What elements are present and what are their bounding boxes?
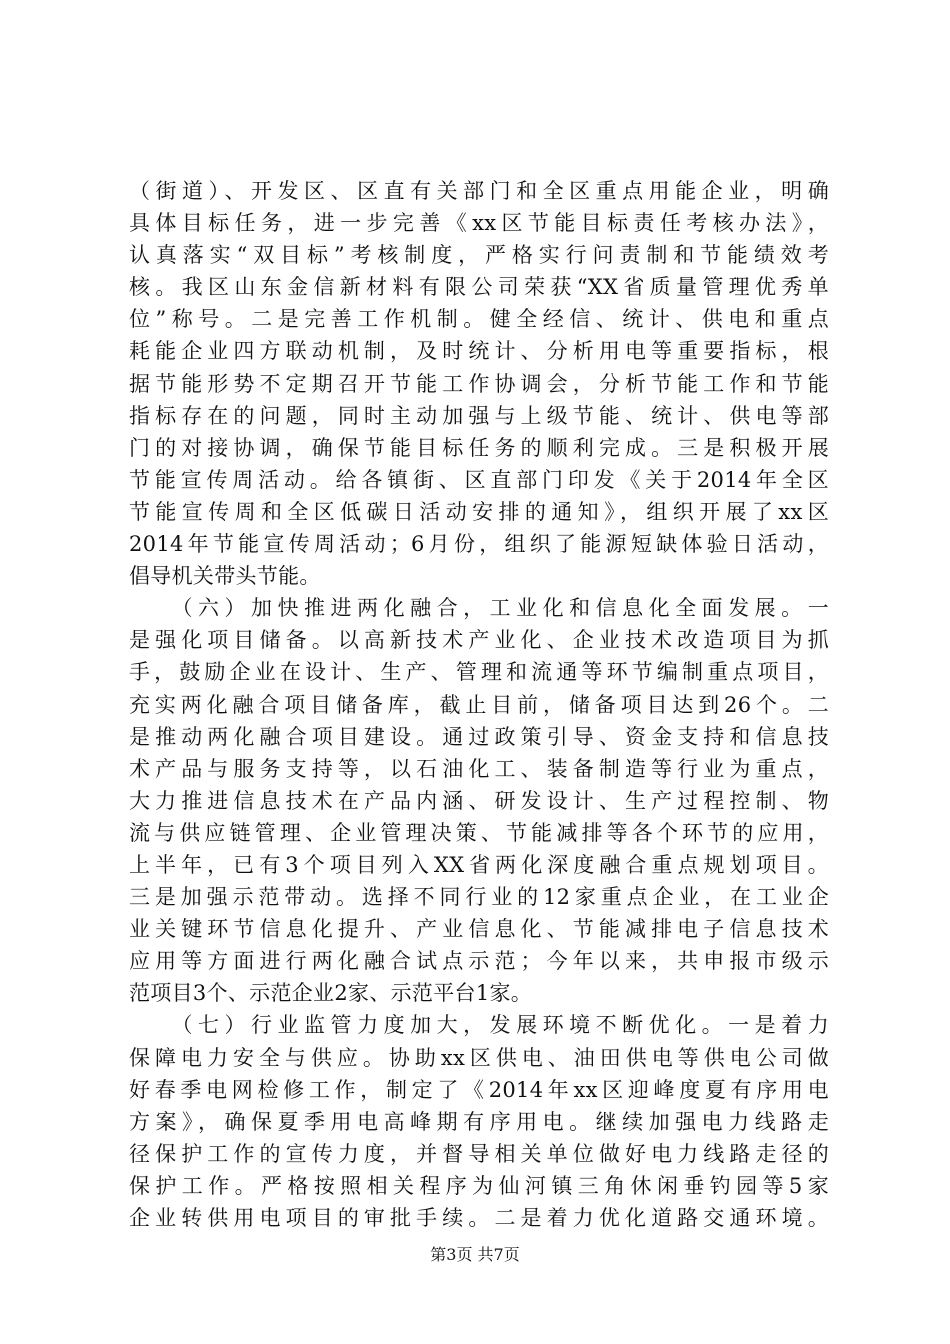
- text-line: 是推动两化融合项目建设。通过政策引导、资金支持和信息技: [129, 724, 829, 749]
- text-line: 径保护工作的宣传力度，并督导相关单位做好电力线路走径的: [129, 1141, 829, 1166]
- text-line: 企业转供用电项目的审批手续。二是着力优化道路交通环境。: [129, 1206, 829, 1230]
- text-line: 术产品与服务支持等，以石油化工、装备制造等行业为重点，: [129, 756, 829, 781]
- text-line: 三是加强示范带动。选择不同行业的12家重点企业，在工业企: [129, 885, 829, 910]
- text-line: 范项目3个、示范企业2家、示范平台1家。: [129, 981, 533, 1006]
- text-line: 保护工作。严格按照相关程序为仙河镇三角休闲垂钓园等5家: [129, 1173, 829, 1198]
- text-line: （六）加快推进两化融合，工业化和信息化全面发展。一: [129, 596, 829, 621]
- text-line: 方案》，确保夏季用电高峰期有序用电。继续加强电力线路走: [129, 1109, 829, 1134]
- text-line: 指标存在的问题，同时主动加强与上级节能、统计、供电等部: [129, 403, 829, 428]
- text-line: 2014年节能宣传周活动；6月份，组织了能源短缺体验日活动，: [129, 532, 829, 557]
- page-footer: 第3页 共7页: [430, 1245, 520, 1264]
- text-line: 业关键环节信息化提升、产业信息化、节能减排电子信息技术: [129, 917, 829, 942]
- text-line: 好春季电网检修工作，制定了《2014年xx区迎峰度夏有序用电: [129, 1077, 829, 1102]
- text-line: 上半年，已有3个项目列入XX省两化深度融合重点规划项目。: [129, 852, 829, 877]
- text-line: 应用等方面进行两化融合试点示范；今年以来，共申报市级示: [129, 949, 829, 974]
- text-line: 节能宣传周和全区低碳日活动安排的通知》，组织开展了xx区: [129, 499, 829, 524]
- text-line: 据节能形势不定期召开节能工作协调会，分析节能工作和节能: [129, 371, 829, 396]
- text-line: 充实两化融合项目储备库，截止目前，储备项目达到26个。二: [129, 692, 829, 717]
- text-line: 是强化项目储备。以高新技术产业化、企业技术改造项目为抓: [129, 628, 829, 653]
- text-line: 流与供应链管理、企业管理决策、节能减排等各个环节的应用，: [129, 820, 829, 845]
- text-line: （七）行业监管力度加大，发展环境不断优化。一是着力: [129, 1013, 829, 1038]
- text-line: 认真落实“双目标”考核制度，严格实行问责制和节能绩效考: [129, 243, 829, 268]
- text-line: 耗能企业四方联动机制，及时统计、分析用电等重要指标，根: [129, 339, 829, 364]
- text-line: （街道）、开发区、区直有关部门和全区重点用能企业，明确: [129, 179, 829, 203]
- text-line: 大力推进信息技术在产品内涵、研发设计、生产过程控制、物: [129, 788, 829, 813]
- document-body: [129, 175, 829, 1234]
- text-line: 核。我区山东金信新材料有限公司荣获“XX省质量管理优秀单: [129, 275, 829, 300]
- text-line: 位”称号。二是完善工作机制。健全经信、统计、供电和重点: [129, 307, 829, 332]
- text-line: 倡导机关带头节能。: [129, 564, 321, 589]
- text-line: 具体目标任务，进一步完善《xx区节能目标责任考核办法》，: [129, 211, 829, 236]
- text-line: 保障电力安全与供应。协助xx区供电、油田供电等供电公司做: [129, 1045, 829, 1070]
- text-line: 节能宣传周活动。给各镇街、区直部门印发《关于2014年全区: [129, 467, 829, 492]
- text-line: 手，鼓励企业在设计、生产、管理和流通等环节编制重点项目，: [129, 660, 829, 685]
- text-line: 门的对接协调，确保节能目标任务的顺利完成。三是积极开展: [129, 435, 829, 460]
